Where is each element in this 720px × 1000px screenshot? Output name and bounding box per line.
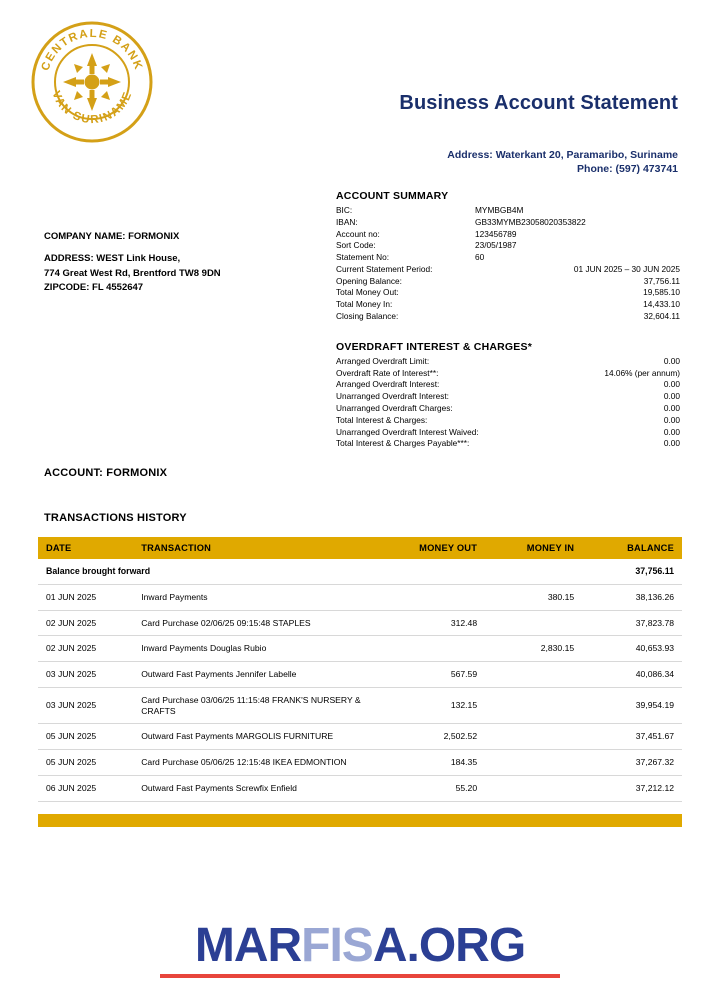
overdraft-row-label: Unarranged Overdraft Interest Waived: <box>336 426 479 437</box>
summary-row <box>336 217 680 229</box>
summary-row-label: Closing Balance: <box>336 311 399 322</box>
summary-row-label: Account no: <box>336 228 380 239</box>
cell-money-in <box>485 610 582 636</box>
svg-text:VAN SURINAME: VAN SURINAME <box>49 89 135 127</box>
cell-balance: 39,954.19 <box>582 687 682 723</box>
cell-money-in <box>485 724 582 750</box>
overdraft-row-value: 0.00 <box>663 379 680 390</box>
summary-row <box>336 240 680 252</box>
cell-balance: 40,653.93 <box>582 636 682 662</box>
overdraft-row <box>336 356 680 368</box>
watermark-part-4: .ORG <box>406 919 526 972</box>
column-header-transaction: TRANSACTION <box>133 537 380 559</box>
cell-money-in <box>485 559 582 584</box>
cell-money-out: 55.20 <box>380 775 485 801</box>
column-header-money-out: MONEY OUT <box>380 537 485 559</box>
balance-brought-forward-label: Balance brought forward <box>38 559 380 584</box>
table-row <box>38 610 682 636</box>
summary-row <box>336 252 680 264</box>
summary-row-value: 37,756.11 <box>643 275 680 286</box>
bank-phone-line: Phone: (597) 473741 <box>577 163 678 176</box>
cell-balance: 37,212.12 <box>582 775 682 801</box>
cell-money-out: 567.59 <box>380 662 485 688</box>
company-zipcode: ZIPCODE: FL 4552647 <box>44 281 144 293</box>
transactions-history-title: TRANSACTIONS HISTORY <box>44 512 187 524</box>
summary-row-value: 32,604.11 <box>643 311 680 322</box>
cell-balance: 38,136.26 <box>582 584 682 610</box>
cell-balance: 37,267.32 <box>582 750 682 776</box>
cell-money-out <box>380 636 485 662</box>
cell-money-out: 2,502.52 <box>380 724 485 750</box>
table-row <box>38 636 682 662</box>
cell-date: 06 JUN 2025 <box>38 775 133 801</box>
overdraft-row <box>336 391 680 403</box>
column-header-money-in: MONEY IN <box>485 537 582 559</box>
overdraft-row-label: Total Interest & Charges Payable***: <box>336 438 470 449</box>
summary-row-value: 60 <box>475 252 485 263</box>
overdraft-row <box>336 379 680 391</box>
watermark <box>0 919 720 978</box>
watermark-part-2: FIS <box>301 919 373 972</box>
cell-money-out <box>380 584 485 610</box>
cell-balance: 37,823.78 <box>582 610 682 636</box>
page-title: Business Account Statement <box>399 92 678 114</box>
table-row <box>38 559 682 584</box>
summary-row-label: Current Statement Period: <box>336 263 433 274</box>
summary-row-label: Total Money Out: <box>336 287 399 298</box>
cell-money-out: 132.15 <box>380 687 485 723</box>
cell-money-in <box>485 775 582 801</box>
cell-money-out <box>380 559 485 584</box>
column-header-balance: BALANCE <box>582 537 682 559</box>
cell-date: 03 JUN 2025 <box>38 687 133 723</box>
cell-date: 02 JUN 2025 <box>38 636 133 662</box>
summary-row <box>336 299 680 311</box>
overdraft-row-label: Arranged Overdraft Interest: <box>336 379 440 390</box>
overdraft-row <box>336 427 680 439</box>
transactions-table <box>38 537 682 802</box>
summary-row-value: 14,433.10 <box>643 299 680 310</box>
summary-row <box>336 229 680 241</box>
overdraft-row-value: 14.06% (per annum) <box>604 367 680 378</box>
overdraft-row <box>336 415 680 427</box>
summary-row-label: Total Money In: <box>336 299 393 310</box>
table-header-row <box>38 537 682 559</box>
table-row <box>38 687 682 723</box>
summary-row <box>336 287 680 299</box>
cell-description: Inward Payments <box>133 584 380 610</box>
summary-row-value: 123456789 <box>475 228 517 239</box>
cell-date: 01 JUN 2025 <box>38 584 133 610</box>
overdraft-heading: OVERDRAFT INTEREST & CHARGES* <box>336 340 532 353</box>
overdraft-row-label: Arranged Overdraft Limit: <box>336 355 430 366</box>
cell-description: Inward Payments Douglas Rubio <box>133 636 380 662</box>
cell-money-in: 2,830.15 <box>485 636 582 662</box>
overdraft-row-label: Unarranged Overdraft Charges: <box>336 402 453 413</box>
cell-description: Outward Fast Payments MARGOLIS FURNITURE <box>133 724 380 750</box>
cell-description: Card Purchase 02/06/25 09:15:48 STAPLES <box>133 610 380 636</box>
cell-money-in <box>485 687 582 723</box>
company-name: COMPANY NAME: FORMONIX <box>44 231 180 242</box>
bank-address-block <box>447 148 678 176</box>
table-footer-bar <box>38 814 682 827</box>
overdraft-row-label: Unarranged Overdraft Interest: <box>336 391 449 402</box>
cell-date: 05 JUN 2025 <box>38 724 133 750</box>
company-info-block <box>44 230 221 295</box>
table-row <box>38 724 682 750</box>
transactions-table-wrapper <box>38 537 682 827</box>
summary-row-label: BIC: <box>336 205 353 215</box>
watermark-text <box>194 919 526 972</box>
overdraft-section <box>336 341 680 450</box>
summary-row-value: 01 JUN 2025 – 30 JUN 2025 <box>573 263 680 274</box>
account-label: ACCOUNT: FORMONIX <box>44 467 168 479</box>
summary-row <box>336 276 680 288</box>
account-summary-section <box>336 190 680 450</box>
overdraft-row-value: 0.00 <box>663 426 680 437</box>
overdraft-row-value: 0.00 <box>663 402 680 413</box>
cell-date: 03 JUN 2025 <box>38 662 133 688</box>
overdraft-row <box>336 403 680 415</box>
table-row <box>38 584 682 610</box>
summary-row <box>336 205 680 217</box>
cell-date: 05 JUN 2025 <box>38 750 133 776</box>
overdraft-row-value: 0.00 <box>663 355 680 366</box>
table-row <box>38 750 682 776</box>
cell-description: Card Purchase 03/06/25 11:15:48 FRANK'S NURSERY & CRAFTS <box>133 687 380 723</box>
summary-row-label: Statement No: <box>336 252 390 263</box>
cell-money-out: 312.48 <box>380 610 485 636</box>
table-row <box>38 662 682 688</box>
cell-money-out: 184.35 <box>380 750 485 776</box>
summary-row <box>336 264 680 276</box>
overdraft-row-label: Overdraft Rate of Interest**: <box>336 367 439 378</box>
overdraft-row-value: 0.00 <box>663 391 680 402</box>
summary-row-value: MYMBGB4M <box>475 205 524 215</box>
overdraft-row-value: 0.00 <box>663 414 680 425</box>
column-header-date: DATE <box>38 537 133 559</box>
summary-row-label: Opening Balance: <box>336 275 402 286</box>
watermark-part-3: A <box>372 919 407 972</box>
table-row <box>38 775 682 801</box>
watermark-underline <box>160 974 560 978</box>
summary-row-label: IBAN: <box>336 216 358 227</box>
overdraft-row <box>336 368 680 380</box>
summary-row <box>336 311 680 323</box>
cell-money-in <box>485 750 582 776</box>
cell-description: Outward Fast Payments Jennifer Labelle <box>133 662 380 688</box>
balance-brought-forward-value: 37,756.11 <box>582 559 682 584</box>
centrale-bank-van-suriname-logo <box>30 20 154 144</box>
cell-money-in <box>485 662 582 688</box>
cell-description: Outward Fast Payments Screwfix Enfield <box>133 775 380 801</box>
overdraft-row-value: 0.00 <box>663 438 680 449</box>
overdraft-row <box>336 438 680 450</box>
svg-text:CENTRALE BANK: CENTRALE BANK <box>39 27 145 73</box>
bank-address-line: Address: Waterkant 20, Paramaribo, Suriname <box>447 149 678 161</box>
watermark-part-1: MAR <box>194 919 302 972</box>
summary-row-value: 19,585.10 <box>643 287 680 298</box>
cell-description: Card Purchase 05/06/25 12:15:48 IKEA EDMONTION <box>133 750 380 776</box>
company-address-line-2: 774 Great West Rd, Brentford TW8 9DN <box>44 267 221 279</box>
summary-row-value: 23/05/1987 <box>475 240 517 251</box>
cell-date: 02 JUN 2025 <box>38 610 133 636</box>
cell-balance: 40,086.34 <box>582 662 682 688</box>
cell-balance: 37,451.67 <box>582 724 682 750</box>
overdraft-row-label: Total Interest & Charges: <box>336 414 428 425</box>
account-summary-heading: ACCOUNT SUMMARY <box>336 190 449 202</box>
summary-row-label: Sort Code: <box>336 240 376 251</box>
company-address-line-1: ADDRESS: WEST Link House, <box>44 253 181 265</box>
cell-money-in: 380.15 <box>485 584 582 610</box>
summary-row-value: GB33MYMB23058020353822 <box>475 216 586 227</box>
